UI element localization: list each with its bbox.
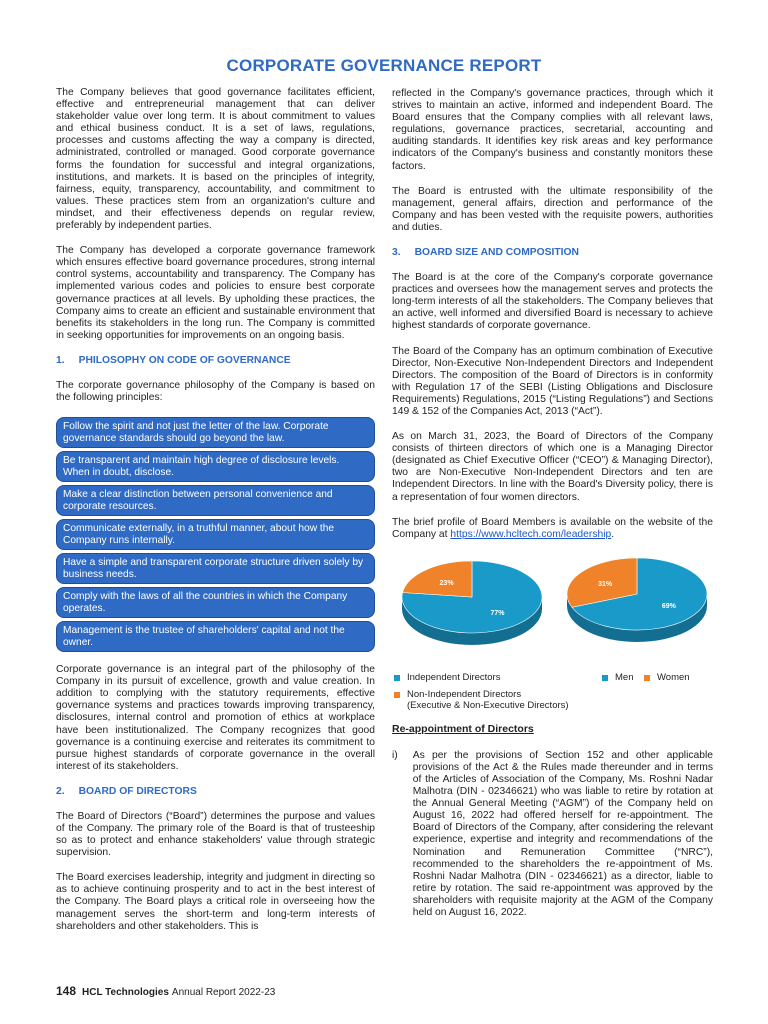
board-combination-paragraph: The Board of the Company has an optimum combination of Executive Director, Non-Executive Non-Independent Directors and Independent Directors. The composition of the Board of Directors is in conformity with Regulation 17 of the SEBI (Listing Obligations and Disclosure Requirements) Regulations, 2015 (“Listing Regulations”) and Sections 149 & 152 of the Companies Act, 2013 (“Act”). — [392, 345, 713, 417]
board-purpose-paragraph: The Board of Directors (“Board”) determines the purpose and values of the Company. The primary role of the Board is that of trusteeship so as to protect and enhance stakeholders' value through strategic supervision. — [56, 810, 375, 859]
principle-item: Be transparent and maintain high degree of disclosure levels. When in doubt, disclose. — [56, 451, 375, 482]
profile-text: The brief profile of Board Members is available on the website of the Company at — [392, 516, 713, 540]
section-heading-board-size — [392, 247, 713, 259]
left-column — [56, 87, 375, 946]
pie-label-2-1: 69% — [661, 602, 676, 610]
composition-charts — [392, 547, 713, 672]
legend-men: Men — [602, 672, 633, 683]
continued-paragraph: reflected in the Company's governance practices, through which it strives to maintain an active, informed and independent Board. The Board ensures that the Company complies with all relevant laws, regulations, governance practices, secretarial, accounting and auditing standards. It identifies key risk areas and key performance indicators of the Company's business and constantly monitors these factors. — [392, 88, 713, 172]
principle-item: Comply with the laws of all the countries in which the Company operates. — [56, 587, 375, 618]
board-count-paragraph: As on March 31, 2023, the Board of Directors of the Company consists of thirteen directors of which one is a Managing Director (designated as Chief Executive Officer (“CEO”) & Managing Director), two are Non-Executive Non-Independent Directors and ten are Independent Directors. In line with the Board's Diversity policy, there is a representation of four women directors. — [392, 431, 713, 503]
legend-swatch-orange — [644, 675, 650, 681]
section-title: BOARD SIZE AND COMPOSITION — [414, 247, 579, 259]
reappointment-item — [392, 750, 713, 919]
item-number: i) — [392, 749, 398, 761]
pie-label-1-1: 77% — [490, 609, 505, 617]
principle-item: Have a simple and transparent corporate structure driven solely by business needs. — [56, 553, 375, 584]
legend-swatch-blue — [602, 675, 608, 681]
legend-row — [392, 672, 713, 689]
footer-report: Annual Report 2022-23 — [171, 987, 276, 998]
framework-paragraph: The Company has developed a corporate governance framework which ensures effective board governance procedures, strong internal control systems, accountability and transparency. The Company has implemented various codes and policies to ensure best corporate governance practices at all levels. By upholding these practices, the Company aims to create an efficient and sustainable environment that benefits its stakeholders in the long run. The Company is committed in seeking opportunities for improvements on an ongoing basis. — [56, 245, 375, 341]
board-leadership-paragraph: The Board exercises leadership, integrity and judgment in directing so as to achieve continuing prosperity and to act in the best interest of the Company. The Board plays a critical role in overseeing how the management serves the short-term and long-term interests of shareholders and other stakeholders. This is — [56, 872, 375, 932]
pie-label-2-2: 31% — [598, 580, 613, 588]
section-title: BOARD OF DIRECTORS — [78, 785, 197, 797]
principle-item: Communicate externally, in a truthful manner, about how the Company runs internally. — [56, 519, 375, 550]
page-footer — [56, 984, 275, 998]
legend-row — [392, 689, 713, 713]
reappointment-heading: Re-appointment of Directors — [392, 722, 534, 735]
item-text: As per the provisions of Section 152 and other applicable provisions of the Act & the Rules made thereunder and in terms of the Articles of Association of the Company, Ms. Roshni Nadar Malhotra (DIN - 02346621) who was liable to retire by rotation at the Annual General Meeting (“AGM”) of the Company held on August 16, 2022 had offered herself for re-appointment. The Board of Directors of the Company, after considering the relevant experience, expertise and integrity and recommendations of the Nomination and Remuneration Committee (“NRC”), recommended to the shareholders the re-appointment of Ms. Roshni Nadar Malhotra (DIN - 02346621) as a director, liable to retire by rotation. The said re-appointment was approved by the shareholders with requisite majority at the AGM of the Company held on August 16, 2022. — [412, 749, 713, 919]
page-title: CORPORATE GOVERNANCE REPORT — [226, 56, 542, 75]
profile-paragraph: The brief profile of Board Members is available on the website of the Company at https://www.hcltech.com/leadership. — [392, 516, 713, 540]
section-number: 3. — [392, 247, 401, 259]
section-heading-philosophy — [56, 355, 375, 367]
leadership-link[interactable]: https://www.hcltech.com/leadership — [450, 528, 612, 540]
pie-slice-1-2 — [403, 561, 472, 597]
page-number: 148 — [56, 984, 77, 998]
pie-label-1-2: 23% — [439, 579, 454, 587]
principle-item: Management is the trustee of shareholders' capital and not the owner. — [56, 621, 375, 652]
section-heading-board — [56, 786, 375, 798]
legend-independent: Independent Directors — [394, 672, 500, 683]
principle-item: Make a clear distinction between personal convenience and corporate resources. — [56, 485, 375, 516]
section-number: 1. — [56, 354, 65, 366]
principle-item: Follow the spirit and not just the letter of the law. Corporate governance standards should go beyond the law. — [56, 417, 375, 448]
legend-swatch-blue — [394, 675, 400, 681]
footer-company: HCL Technologies — [82, 987, 169, 998]
legend-swatch-orange — [394, 692, 400, 698]
board-core-paragraph: The Board is at the core of the Company's corporate governance practices and oversees how the management serves and protects the long-term interests of all the stakeholders. The Company believes that an active, well informed and diversified Board is necessary to achieve highest standards of corporate governance. — [392, 272, 713, 332]
integral-part-paragraph: Corporate governance is an integral part of the philosophy of the Company in its pursuit of excellence, growth and value creation. In addition to complying with the statutory requirements, effective governance systems and practices towards improving transparency, disclosures, internal control and promotion of ethics at workplace have been institutionalized. The Company recognizes that good governance is a continuing exercise and reiterates its commitment to pursue highest standards of corporate governance in the overall interest of its stakeholders. — [56, 664, 375, 772]
right-column — [392, 88, 713, 919]
section-title: PHILOSOPHY ON CODE OF GOVERNANCE — [78, 354, 291, 366]
legend-non-independent: Non-Independent Directors (Executive & Non-Executive Directors) — [394, 689, 569, 711]
principles-list — [56, 417, 375, 652]
philosophy-paragraph: The corporate governance philosophy of the Company is based on the following principles: — [56, 379, 375, 403]
pie-charts — [392, 547, 713, 672]
board-entrusted-paragraph: The Board is entrusted with the ultimate responsibility of the management, general affairs, direction and performance of the Company and has been vested with the requisite powers, authorities and duties. — [392, 185, 713, 233]
section-number: 2. — [56, 785, 65, 797]
intro-paragraph: The Company believes that good governance facilitates efficient, effective and entrepreneurial management that can deliver stakeholder value over long term. It is about commitment to values and ethical business conduct. It is a set of laws, regulations, processes and customs affecting the way a company is directed, administrated, controlled or managed. Good corporate governance forms the foundation for successful and integral organizations, institutions, and markets. It is based on the principles of integrity, fairness, equity, transparency, accountability, and commitment to values. These practices stem from an organization's culture and mindset, and their effectiveness depends on regular review, preferably by independent parties. — [56, 87, 375, 232]
legend-women: Women — [644, 672, 690, 683]
